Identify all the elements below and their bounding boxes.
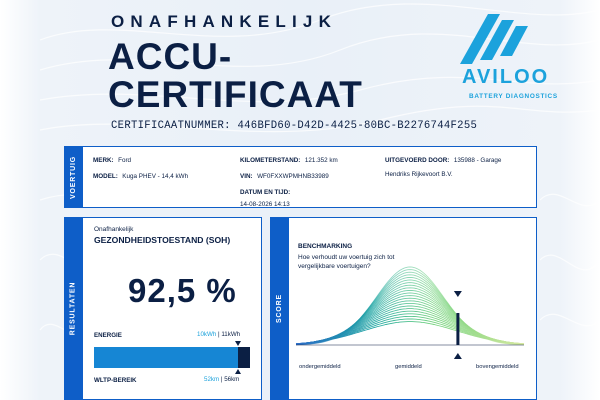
vehicle-column-2 bbox=[240, 152, 338, 210]
model-label: MODEL: bbox=[93, 173, 118, 180]
soh-value: 92,5 % bbox=[128, 272, 237, 309]
results-tab bbox=[64, 217, 82, 400]
vin-value: WF0FXXWPMHNB33989 bbox=[257, 173, 329, 180]
vehicle-position-marker bbox=[456, 313, 459, 345]
bell-curve-lines bbox=[296, 267, 524, 345]
aviloo-logo-icon bbox=[458, 14, 548, 74]
certificate-title-line1: ACCU- bbox=[108, 36, 233, 77]
vehicle-position-arrow-top bbox=[454, 291, 462, 297]
label-average: gemiddeld bbox=[395, 364, 422, 370]
make-label: MERK: bbox=[93, 157, 114, 164]
energy-separator: | bbox=[216, 331, 222, 338]
date-value: 14-08-2026 14:13 bbox=[240, 201, 290, 208]
energy-values bbox=[197, 331, 240, 338]
score-tab bbox=[270, 217, 288, 400]
brand-tagline: BATTERY DIAGNOSTICS bbox=[469, 93, 558, 100]
vehicle-column-1 bbox=[93, 152, 188, 182]
vehicle-tab-label: VOERTUIG bbox=[69, 155, 77, 199]
energy-bar-fill bbox=[94, 347, 238, 368]
energy-label: ENERGIE bbox=[94, 332, 122, 339]
benchmark-bell-curve bbox=[292, 255, 528, 361]
label-below-average: ondergemiddeld bbox=[299, 364, 341, 370]
energy-marker-top bbox=[235, 341, 241, 346]
certificate-title bbox=[108, 38, 408, 114]
wltp-label: WLTP-BEREIK bbox=[94, 377, 137, 384]
bell-curve-line bbox=[296, 285, 524, 344]
vehicle-column-3 bbox=[385, 152, 501, 180]
energy-marker-bottom bbox=[235, 369, 241, 374]
energy-max: 11kWh bbox=[221, 331, 241, 338]
certificate-title-line2: CERTIFICAAT bbox=[108, 74, 363, 115]
wltp-max: 56km bbox=[224, 376, 240, 383]
mileage-value: 121.352 km bbox=[304, 157, 338, 164]
performed-by-value: 135988 - Garage bbox=[453, 157, 502, 164]
vin-label: VIN: bbox=[240, 173, 253, 180]
energy-bar bbox=[94, 347, 250, 368]
date-label: DATUM EN TIJD: bbox=[240, 189, 291, 196]
bell-curve-line bbox=[296, 298, 524, 344]
certificate-number: CERTIFICAATNUMMER: 446BFD60-D42D-4425-80BC-B2276744F255 bbox=[111, 120, 478, 132]
bell-curve-line bbox=[296, 301, 524, 344]
wltp-values bbox=[204, 376, 239, 383]
model-value: Kuga PHEV - 14,4 kWh bbox=[122, 173, 189, 180]
benchmark-question: Hoe verhoudt uw voertuig zich tot vergelijkbare voertuigen? bbox=[298, 254, 395, 270]
mileage-label: KILOMETERSTAND: bbox=[240, 157, 301, 164]
performed-by-value-line2: Hendriks Rijkevoort B.V. bbox=[385, 171, 453, 178]
score-tab-label: SCORE bbox=[275, 294, 283, 323]
benchmark-title: BENCHMARKING bbox=[298, 243, 353, 250]
brand-name: AVILOO bbox=[462, 66, 550, 88]
certificate-subtitle: ONAFHANKELIJK bbox=[111, 12, 338, 31]
bell-curve-line bbox=[296, 280, 524, 344]
energy-current: 10kWh bbox=[197, 331, 217, 338]
vehicle-position-arrow-bottom bbox=[454, 353, 462, 359]
soh-title: GEZONDHEIDSTOESTAND (SOH) bbox=[94, 235, 231, 245]
bell-curve-line bbox=[296, 296, 524, 344]
wltp-current: 52km bbox=[204, 376, 220, 383]
label-above-average: bovengemiddeld bbox=[476, 364, 519, 370]
bell-curve-line bbox=[296, 270, 524, 345]
results-subtitle: Onafhankelijk bbox=[94, 226, 134, 233]
make-value: Ford bbox=[118, 157, 132, 164]
wltp-separator: | bbox=[219, 376, 225, 383]
results-tab-label: RESULTATEN bbox=[69, 281, 77, 336]
performed-by-label: UITGEVOERD DOOR: bbox=[385, 157, 450, 164]
vehicle-tab bbox=[64, 146, 82, 208]
